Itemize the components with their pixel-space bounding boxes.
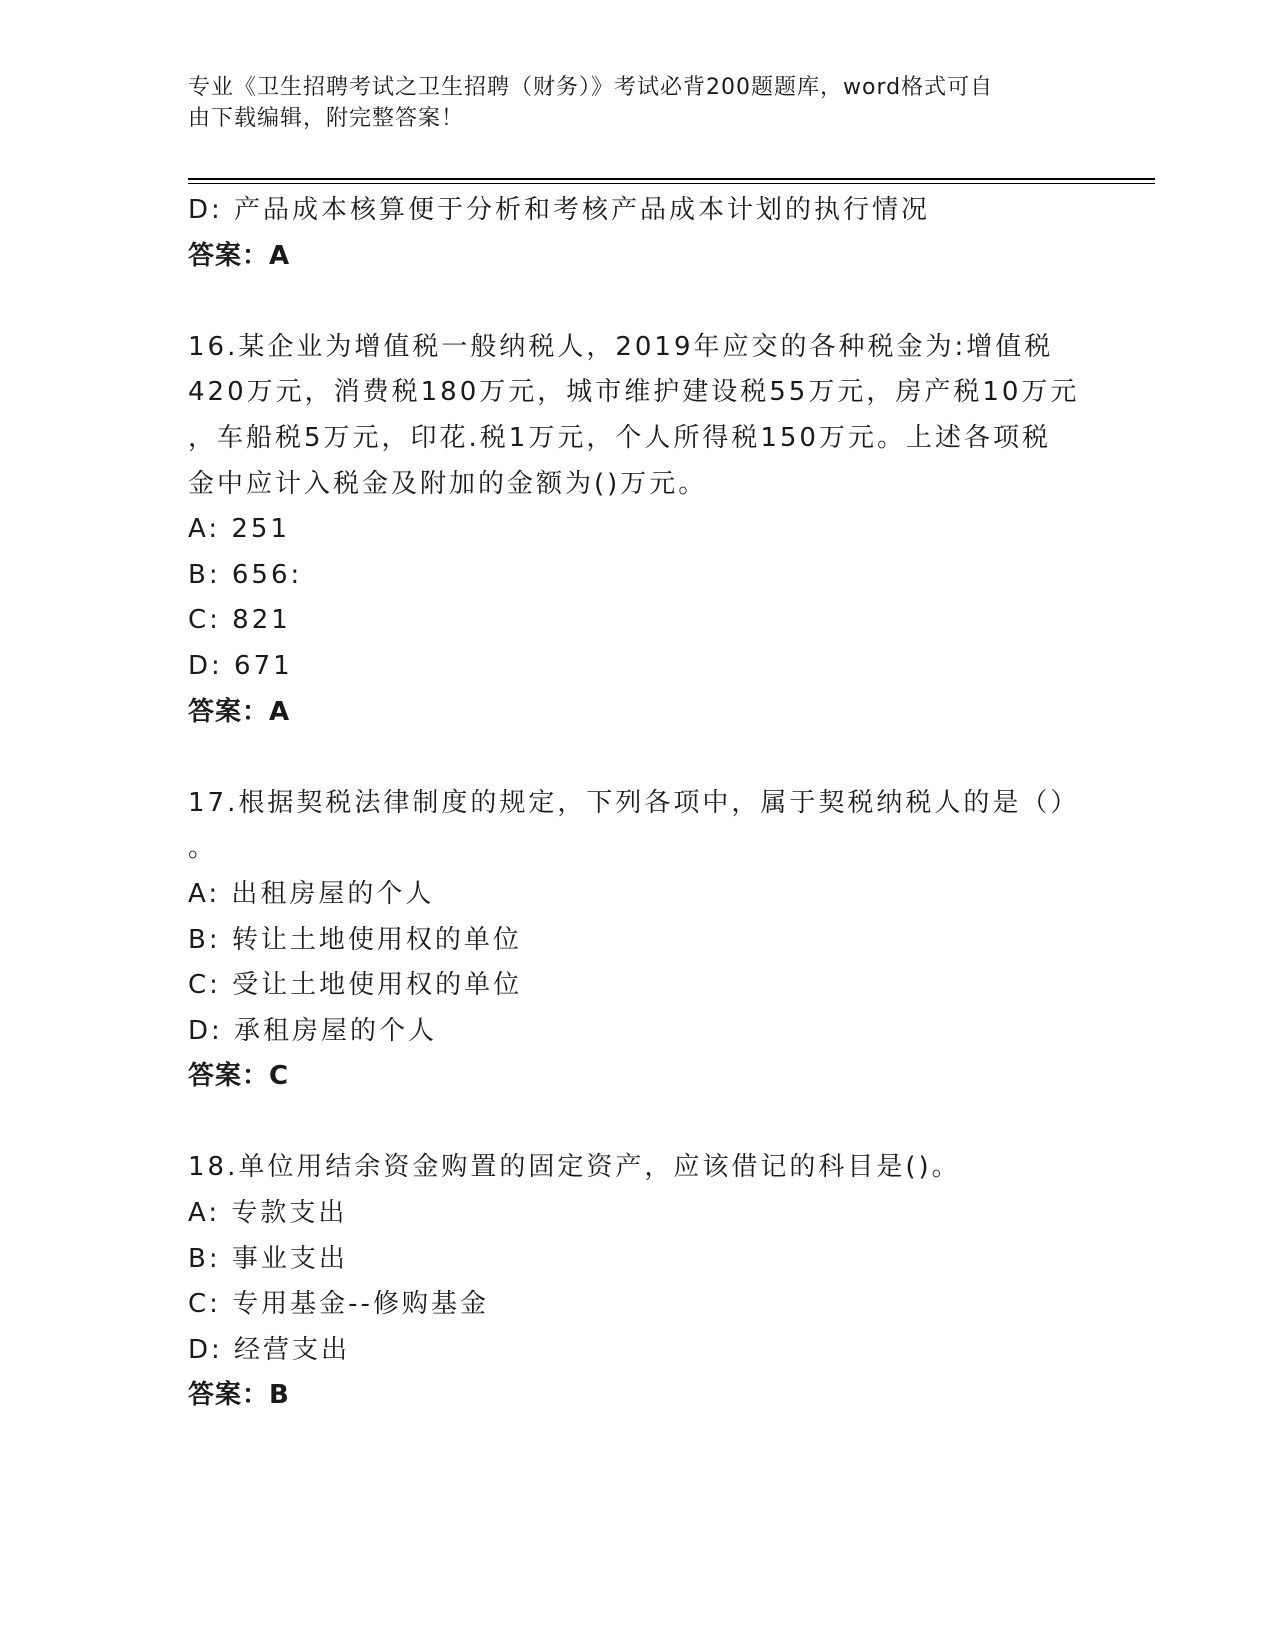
- question-stem-line: 。: [188, 833, 218, 864]
- option-a: A: 251: [188, 514, 290, 545]
- spacer: [188, 1100, 1088, 1146]
- question-stem-line: 18.单位用结余资金购置的固定资产，应该借记的科目是()。: [188, 1152, 961, 1183]
- option-a: A: 专款支出: [188, 1198, 348, 1229]
- option-c: C: 受让土地使用权的单位: [188, 970, 523, 1001]
- question-stem-line: 金中应计入税金及附加的金额为()万元。: [188, 468, 708, 499]
- question-stem-line: 17.根据契税法律制度的规定，下列各项中，属于契税纳税人的是（）: [188, 787, 1080, 818]
- document-header: [188, 72, 1088, 134]
- option-a: A: 出租房屋的个人: [188, 878, 435, 909]
- option-c: C: 专用基金--修购基金: [188, 1289, 489, 1320]
- header-divider-thin: [188, 183, 1155, 184]
- option-d: D: 承租房屋的个人: [188, 1015, 438, 1046]
- option-b: B: 事业支出: [188, 1243, 348, 1274]
- spacer: [188, 279, 1088, 325]
- answer: 答案：B: [188, 1380, 290, 1411]
- option-b: B: 656:: [188, 559, 303, 590]
- question-stem-line: 420万元，消费税180万元，城市维护建设税55万元，房产税10万元: [188, 377, 1080, 408]
- question-17: [188, 781, 1088, 1100]
- question-stem-line: 16.某企业为增值税一般纳税人，2019年应交的各种税金为:增值税: [188, 331, 1054, 362]
- document-body: [188, 188, 1088, 1419]
- question-18: [188, 1145, 1088, 1419]
- header-line-2: 由下载编辑，附完整答案！: [188, 106, 465, 131]
- answer: 答案：C: [188, 1061, 290, 1092]
- option-c: C: 821: [188, 605, 291, 636]
- question-stem-line: ，车船税5万元，印花.税1万元，个人所得税150万元。上述各项税: [188, 422, 1051, 453]
- header-divider-thick: [188, 178, 1155, 180]
- option-b: B: 转让土地使用权的单位: [188, 924, 522, 955]
- carry-over-answer: 答案：A: [188, 240, 291, 271]
- option-d: D: 671: [188, 650, 293, 681]
- spacer: [188, 735, 1088, 781]
- option-d: D: 经营支出: [188, 1334, 351, 1365]
- header-line-1: 专业《卫生招聘考试之卫生招聘（财务）》考试必背200题题库，word格式可自: [188, 75, 994, 100]
- question-16: [188, 325, 1088, 735]
- carry-over-option-d: D: 产品成本核算便于分析和考核产品成本计划的执行情况: [188, 195, 931, 225]
- answer: 答案：A: [188, 696, 291, 727]
